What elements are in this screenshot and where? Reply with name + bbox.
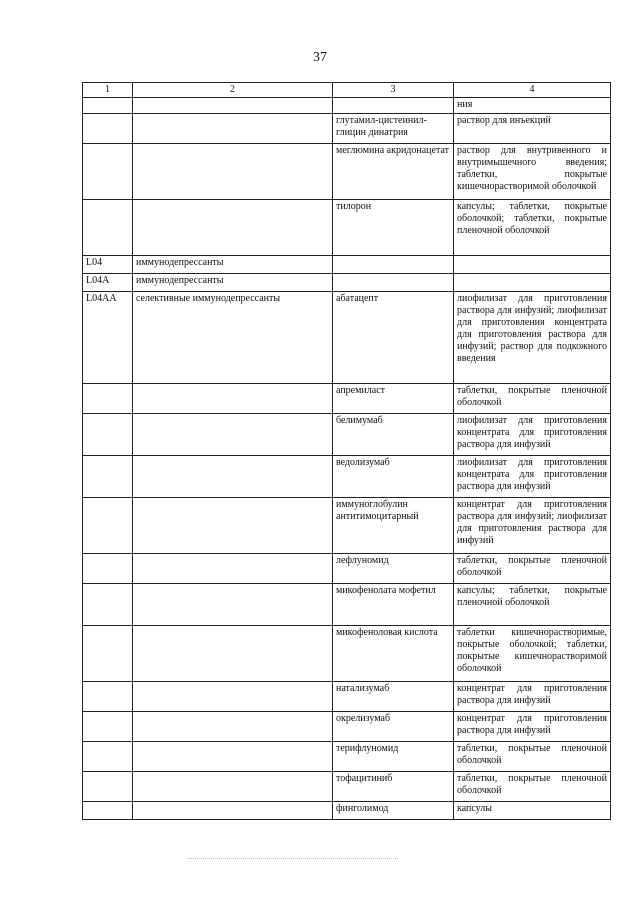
dosage-form-cell: раствор для внутривенного и внутримышечного введения; таблетки, покрытые кишечнорастворимой оболочкой [454, 144, 611, 200]
table-row [83, 682, 611, 712]
group-name-cell [133, 712, 333, 742]
atc-code-cell: L04A [83, 274, 133, 292]
group-name-cell [133, 682, 333, 712]
atc-code-cell [83, 682, 133, 712]
table-row [83, 554, 611, 584]
atc-code-cell [83, 98, 133, 114]
dosage-form-cell: таблетки, покрытые пленочной оболочкой [454, 772, 611, 802]
atc-code-cell [83, 144, 133, 200]
dosage-form-cell [454, 274, 611, 292]
dosage-form-cell: лиофилизат для приготовления концентрата для приготовления раствора для инфузий [454, 456, 611, 498]
medicines-table [82, 82, 611, 820]
drug-name-cell: лефлуномид [333, 554, 454, 584]
drug-name-cell: тилорон [333, 200, 454, 256]
atc-code-cell [83, 802, 133, 820]
table-row [83, 274, 611, 292]
atc-code-cell [83, 384, 133, 414]
atc-code-cell [83, 584, 133, 626]
drug-name-cell: микофенолата мофетил [333, 584, 454, 626]
group-name-cell: иммунодепрессанты [133, 256, 333, 274]
drug-name-cell: апремиласт [333, 384, 454, 414]
drug-name-cell [333, 274, 454, 292]
group-name-cell [133, 114, 333, 144]
atc-code-cell [83, 554, 133, 584]
drug-name-cell: ведолизумаб [333, 456, 454, 498]
drug-name-cell: абатацепт [333, 292, 454, 384]
drug-name-cell: микофеноловая кислота [333, 626, 454, 682]
dosage-form-cell: капсулы [454, 802, 611, 820]
table-body [83, 98, 611, 820]
drug-name-cell: иммуноглобулин антитимоцитарный [333, 498, 454, 554]
dosage-form-cell: капсулы; таблетки, покрытые пленочной оболочкой [454, 584, 611, 626]
group-name-cell [133, 98, 333, 114]
group-name-cell [133, 626, 333, 682]
table-row [83, 802, 611, 820]
atc-code-cell [83, 772, 133, 802]
drug-name-cell [333, 256, 454, 274]
header-cell-4: 4 [454, 83, 611, 98]
atc-code-cell [83, 712, 133, 742]
dosage-form-cell: лиофилизат для приготовления раствора для инфузий; лиофилизат для приготовления концентрата для приготовления раствора для инфузий; раствор для подкожного введения [454, 292, 611, 384]
dosage-form-cell: таблетки, покрытые пленочной оболочкой [454, 554, 611, 584]
atc-code-cell [83, 626, 133, 682]
dosage-form-cell: концентрат для приготовления раствора для инфузий [454, 712, 611, 742]
dosage-form-cell: концентрат для приготовления раствора для инфузий; лиофилизат для приготовления раствора для инфузий [454, 498, 611, 554]
drug-name-cell: окрелизумаб [333, 712, 454, 742]
group-name-cell [133, 414, 333, 456]
table-row [83, 414, 611, 456]
drug-name-cell: терифлуномид [333, 742, 454, 772]
group-name-cell [133, 384, 333, 414]
atc-code-cell [83, 414, 133, 456]
atc-code-cell [83, 742, 133, 772]
dosage-form-cell: раствор для инъекций [454, 114, 611, 144]
table-row [83, 712, 611, 742]
table-row [83, 742, 611, 772]
group-name-cell [133, 498, 333, 554]
dosage-form-cell: концентрат для приготовления раствора для инфузий [454, 682, 611, 712]
dosage-form-cell: ния [454, 98, 611, 114]
atc-code-cell: L04AA [83, 292, 133, 384]
drug-name-cell: финголимод [333, 802, 454, 820]
dosage-form-cell: капсулы; таблетки, покрытые оболочкой; таблетки, покрытые пленочной оболочкой [454, 200, 611, 256]
table-row [83, 626, 611, 682]
atc-code-cell [83, 114, 133, 144]
page-number: 37 [313, 50, 327, 65]
drug-name-cell [333, 98, 454, 114]
dosage-form-cell: таблетки кишечнорастворимые, покрытые оболочкой; таблетки, покрытые кишечнорастворимой оболочкой [454, 626, 611, 682]
group-name-cell: иммунодепрессанты [133, 274, 333, 292]
table-row [83, 384, 611, 414]
drug-name-cell: меглюмина акридонацетат [333, 144, 454, 200]
atc-code-cell [83, 498, 133, 554]
header-cell-2: 2 [133, 83, 333, 98]
table-row [83, 456, 611, 498]
group-name-cell [133, 144, 333, 200]
table-row [83, 98, 611, 114]
table-row [83, 114, 611, 144]
atc-code-cell: L04 [83, 256, 133, 274]
table-row [83, 498, 611, 554]
bottom-divider [188, 858, 398, 859]
drug-name-cell: глутамил-цистеинил-глицин динатрия [333, 114, 454, 144]
atc-code-cell [83, 456, 133, 498]
group-name-cell: селективные иммунодепрессанты [133, 292, 333, 384]
table-row [83, 144, 611, 200]
table-row [83, 200, 611, 256]
header-row [83, 83, 611, 98]
group-name-cell [133, 802, 333, 820]
dosage-form-cell: таблетки, покрытые пленочной оболочкой [454, 742, 611, 772]
group-name-cell [133, 456, 333, 498]
group-name-cell [133, 742, 333, 772]
group-name-cell [133, 200, 333, 256]
header-cell-3: 3 [333, 83, 454, 98]
dosage-form-cell: лиофилизат для приготовления концентрата для приготовления раствора для инфузий [454, 414, 611, 456]
table-row [83, 256, 611, 274]
table-row [83, 772, 611, 802]
group-name-cell [133, 584, 333, 626]
dosage-form-cell [454, 256, 611, 274]
table-row [83, 292, 611, 384]
group-name-cell [133, 772, 333, 802]
drug-name-cell: тофацитиниб [333, 772, 454, 802]
table-row [83, 584, 611, 626]
atc-code-cell [83, 200, 133, 256]
group-name-cell [133, 554, 333, 584]
drug-name-cell: натализумаб [333, 682, 454, 712]
header-cell-1: 1 [83, 83, 133, 98]
dosage-form-cell: таблетки, покрытые пленочной оболочкой [454, 384, 611, 414]
drug-name-cell: белимумаб [333, 414, 454, 456]
